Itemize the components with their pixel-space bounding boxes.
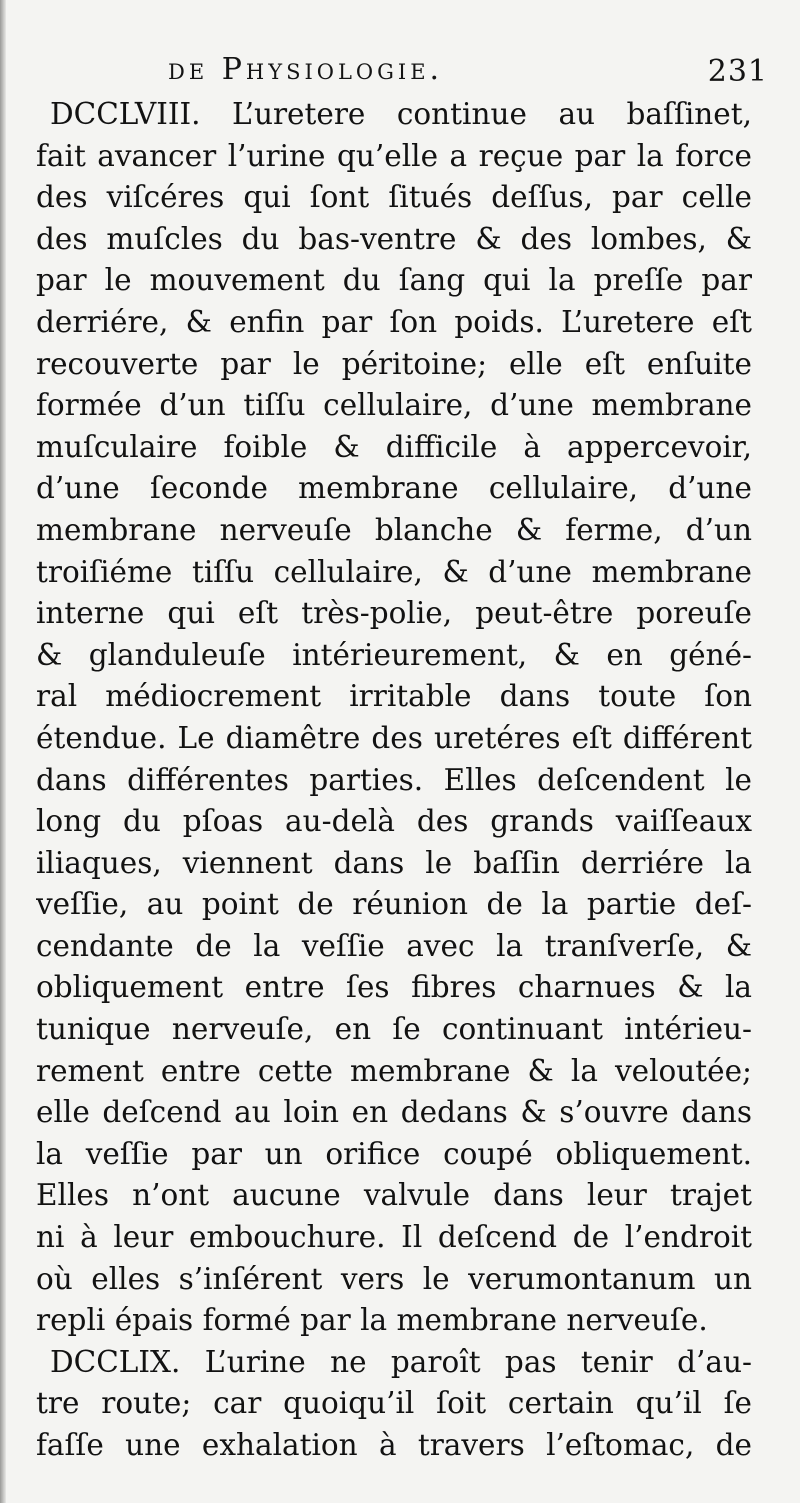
text-line: elle deſcend au loin en dedans & s’ouvre dans (36, 1095, 752, 1130)
text-line: veſſie, au point de réunion de la partie deſ- (36, 887, 752, 922)
text-line: membrane nerveuſe blanche & ferme, d’un (36, 512, 752, 547)
text-line: la veſſie par un orifice coupé obliquement. (36, 1136, 752, 1171)
text-line: des muſcles du bas-ventre & des lombes, & (36, 221, 752, 256)
text-line: où elles s’inſérent vers le verumontanum un (36, 1261, 752, 1296)
text-line: d’une ſeconde membrane cellulaire, d’une (36, 471, 752, 506)
text-line: interne qui eſt très-polie, peut-être poreuſe (36, 596, 752, 631)
text-line: rement entre cette membrane & la veloutée; (36, 1053, 752, 1088)
text-line: DCCLIX. L’urine ne paroît pas tenir d’au- (50, 1344, 752, 1379)
text-line: ral médiocrement irritable dans toute ſon (36, 679, 752, 714)
text-line: troiſiéme tiſſu cellulaire, & d’une membrane (36, 554, 752, 589)
text-line: repli épais formé par la membrane nerveuſe. (36, 1303, 708, 1338)
page-header (0, 46, 800, 96)
text-line: obliquement entre ſes fibres charnues & la (36, 970, 752, 1005)
body-text (36, 94, 752, 1467)
text-line: derriére, & enfin par ſon poids. L’uretere eſt (36, 304, 752, 339)
page-number: 231 (707, 54, 768, 89)
text-line: muſculaire foible & difficile à appercevoir, (36, 429, 752, 464)
text-line: étendue. Le diamêtre des uretéres eſt différent (36, 720, 752, 755)
text-line: tre route; car quoiqu’il ſoit certain qu’il ſe (36, 1386, 752, 1421)
text-line: DCCLVIII. L’uretere continue au baſſinet, (50, 97, 752, 131)
text-line: long du pſoas au-delà des grands vaiſſeaux (36, 804, 752, 839)
text-line: fait avancer l’urine qu’elle a reçue par la force (36, 138, 752, 173)
text-line: formée d’un tiſſu cellulaire, d’une membrane (36, 388, 752, 423)
text-line: par le mouvement du ſang qui la preſſe par (36, 263, 752, 298)
text-line: dans différentes parties. Elles deſcendent le (36, 762, 752, 797)
text-line: Elles n’ont aucune valvule dans leur trajet (36, 1178, 752, 1213)
running-title: de Physiologie. (168, 52, 444, 87)
text-line: ni à leur embouchure. Il deſcend de l’endroit (36, 1220, 752, 1255)
text-line: cendante de la veſſie avec la tranſverſe, & (36, 928, 752, 963)
text-line: tunique nerveuſe, en ſe continuant intérieu- (36, 1012, 752, 1047)
text-line: faſſe une exhalation à travers l’eſtomac, de (36, 1428, 752, 1462)
text-line: iliaques, viennent dans le baſſin derriére la (36, 845, 752, 880)
text-line: & glanduleuſe intérieurement, & en géné- (36, 637, 752, 672)
text-line: des viſcéres qui ſont ſitués deſſus, par celle (36, 180, 752, 215)
text-line: recouverte par le péritoine; elle eſt enſuite (36, 346, 752, 381)
